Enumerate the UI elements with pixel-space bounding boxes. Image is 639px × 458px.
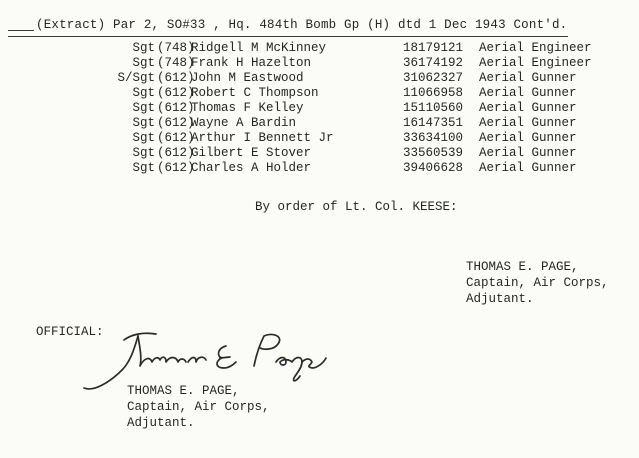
person-name: Frank H Hazelton xyxy=(191,56,312,70)
roster-row xyxy=(0,86,639,101)
signatory-role: Adjutant. xyxy=(466,292,534,306)
roster-row xyxy=(0,56,639,71)
person-name: Gilbert E Stover xyxy=(191,146,312,160)
duty-title: Aerial Engineer xyxy=(479,41,592,55)
person-name: Robert C Thompson xyxy=(191,86,319,100)
unit-number: (612) xyxy=(157,116,195,130)
rank: Sgt xyxy=(132,101,155,115)
unit-number: (612) xyxy=(157,71,195,85)
signatory-name: THOMAS E. PAGE, xyxy=(127,384,240,398)
roster-row xyxy=(0,146,639,161)
rank: Sgt xyxy=(132,41,155,55)
signatory-name: THOMAS E. PAGE, xyxy=(466,260,579,274)
serial-number: 36174192 xyxy=(403,56,464,70)
person-name: John M Eastwood xyxy=(191,71,304,85)
roster-row xyxy=(0,101,639,116)
serial-number: 15110560 xyxy=(403,101,464,115)
roster-row xyxy=(0,161,639,176)
by-order-line: By order of Lt. Col. KEESE: xyxy=(255,200,458,214)
unit-number: (612) xyxy=(157,101,195,115)
unit-number: (748) xyxy=(157,41,195,55)
rank: Sgt xyxy=(132,56,155,70)
person-name: Ridgell M McKinney xyxy=(191,41,327,55)
person-name: Charles A Holder xyxy=(191,161,312,175)
serial-number: 18179121 xyxy=(403,41,464,55)
person-name: Arthur I Bennett Jr xyxy=(191,131,334,145)
serial-number: 16147351 xyxy=(403,116,464,130)
typed-signature-block-left xyxy=(127,383,270,431)
header-underline xyxy=(8,36,568,37)
rank: S/Sgt xyxy=(117,71,155,85)
signatory-title: Captain, Air Corps, xyxy=(466,276,609,290)
serial-number: 39406628 xyxy=(403,161,464,175)
rank: Sgt xyxy=(132,131,155,145)
roster-row xyxy=(0,131,639,146)
duty-title: Aerial Gunner xyxy=(479,131,577,145)
signatory-role: Adjutant. xyxy=(127,416,195,430)
duty-title: Aerial Gunner xyxy=(479,116,577,130)
person-name: Wayne A Bardin xyxy=(191,116,297,130)
official-label: OFFICIAL: xyxy=(36,325,104,339)
duty-title: Aerial Gunner xyxy=(479,146,577,160)
duty-title: Aerial Engineer xyxy=(479,56,592,70)
duty-title: Aerial Gunner xyxy=(479,71,577,85)
signatory-title: Captain, Air Corps, xyxy=(127,400,270,414)
duty-title: Aerial Gunner xyxy=(479,86,577,100)
roster-row xyxy=(0,116,639,131)
roster-row xyxy=(0,41,639,56)
person-name: Thomas F Kelley xyxy=(191,101,304,115)
header-tick-mark xyxy=(8,30,34,31)
roster-row xyxy=(0,71,639,86)
unit-number: (612) xyxy=(157,161,195,175)
typed-signature-block-right xyxy=(466,259,609,307)
unit-number: (612) xyxy=(157,131,195,145)
unit-number: (612) xyxy=(157,146,195,160)
rank: Sgt xyxy=(132,116,155,130)
extract-header: (Extract) Par 2, SO#33 , Hq. 484th Bomb Gp (H) dtd 1 Dec 1943 Cont'd. xyxy=(36,18,568,32)
serial-number: 33634100 xyxy=(403,131,464,145)
rank: Sgt xyxy=(132,86,155,100)
duty-title: Aerial Gunner xyxy=(479,101,577,115)
rank: Sgt xyxy=(132,146,155,160)
serial-number: 11066958 xyxy=(403,86,464,100)
serial-number: 33560539 xyxy=(403,146,464,160)
unit-number: (748) xyxy=(157,56,195,70)
serial-number: 31062327 xyxy=(403,71,464,85)
unit-number: (612) xyxy=(157,86,195,100)
rank: Sgt xyxy=(132,161,155,175)
duty-title: Aerial Gunner xyxy=(479,161,577,175)
